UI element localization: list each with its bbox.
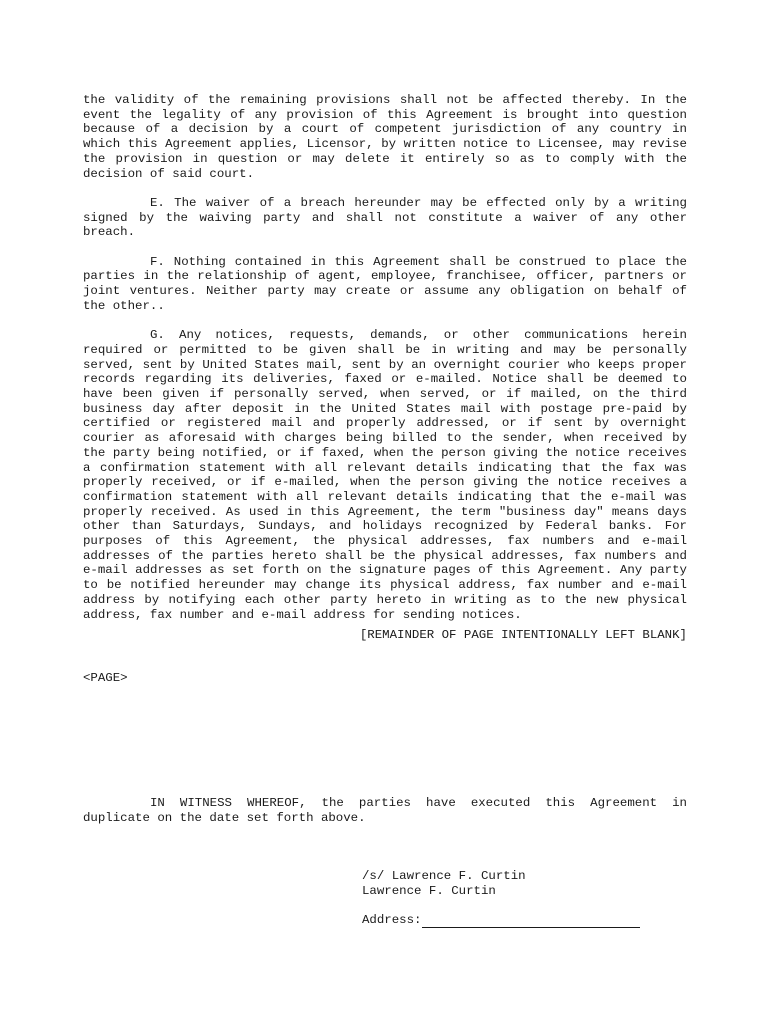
signature-line: /s/ Lawrence F. Curtin	[362, 869, 526, 883]
witness-clause: IN WITNESS WHEREOF, the parties have executed this Agreement in duplicate on the date set forth above.	[83, 796, 687, 825]
paragraph-e-waiver: E. The waiver of a breach hereunder may be effected only by a writing signed by the waiving party and shall not constitute a waiver of any other breach.	[83, 195, 687, 240]
paragraph-f-relationship: F. Nothing contained in this Agreement shall be construed to place the parties in the relationship of agent, employee, franchisee, officer, partners or joint ventures. Neither party may create or assume any obligation on behalf of the other..	[83, 254, 687, 313]
signature-block	[362, 869, 662, 928]
address-blank-rule	[422, 916, 640, 928]
continuation-paragraph: the validity of the remaining provisions shall not be affected thereby. In the event the legality of any provision of this Agreement is brought into question because of a decision by a court of competent jurisdiction of any country in which this Agreement applies, Licensor, by written notice to Licensee, may revise the provision in question or may delete it entirely so as to comply with the decision of said court.	[83, 93, 687, 181]
page-marker: <PAGE>	[83, 670, 128, 685]
printed-name: Lawrence F. Curtin	[362, 883, 496, 898]
document-body	[83, 93, 687, 686]
remainder-blank-note: [REMAINDER OF PAGE INTENTIONALLY LEFT BLANK]	[359, 628, 687, 643]
witness-section	[83, 796, 687, 825]
address-line	[362, 913, 662, 928]
paragraph-g-notices: G. Any notices, requests, demands, or other communications herein required or permitted to be given shall be in writing and may be personally served, sent by United States mail, sent by an overnight courier who keeps proper records regarding its deliveries, faxed or e-mailed. Notice shall be deemed to have been given if personally served, when served, or if mailed, on the third business day after deposit in the United States mail with postage pre-paid by certified or registered mail and properly addressed, or if sent by overnight courier as aforesaid with charges being billed to the sender, when received by the party being notified, or if faxed, when the person giving the notice receives a confirmation statement with all relevant details indicating that the fax was properly received, or if e-mailed, when the person giving the notice receives a confirmation statement with all relevant details indicating that the e-mail was properly received. As used in this Agreement, the term "business day" means days other than Saturdays, Sundays, and holidays recognized by Federal banks. For purposes of this Agreement, the physical addresses, fax numbers and e-mail addresses of the parties hereto shall be the physical addresses, fax numbers and e-mail addresses as set forth on the signature pages of this Agreement. Any party to be notified hereunder may change its physical address, fax number and e-mail address by notifying each other party hereto in writing as to the new physical address, fax number and e-mail address for sending notices.	[83, 328, 687, 622]
address-label: Address:	[362, 913, 422, 928]
